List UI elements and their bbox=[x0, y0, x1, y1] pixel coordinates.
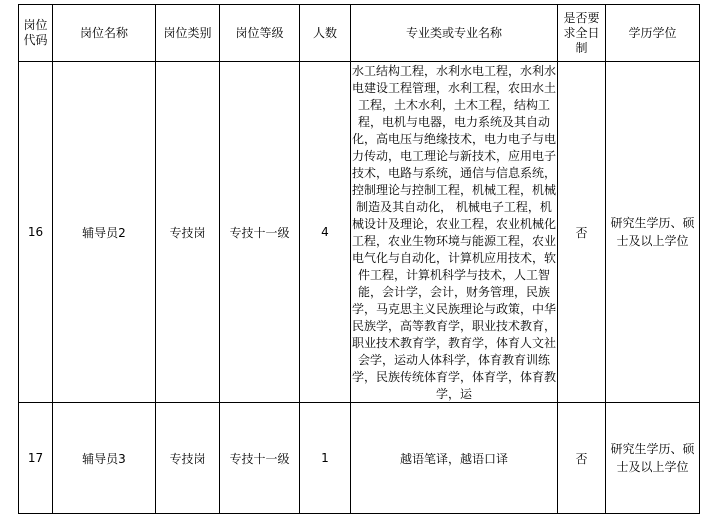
cell-code: 17 bbox=[19, 403, 53, 514]
cell-level: 专技十一级 bbox=[220, 62, 300, 403]
cell-education: 研究生学历、硕士及以上学位 bbox=[606, 62, 700, 403]
cell-code: 16 bbox=[19, 62, 53, 403]
cell-category: 专技岗 bbox=[156, 62, 220, 403]
cell-education: 研究生学历、硕士及以上学位 bbox=[606, 403, 700, 514]
header-name: 岗位名称 bbox=[53, 5, 156, 62]
header-fulltime: 是否要求全日制 bbox=[558, 5, 606, 62]
cell-count: 4 bbox=[300, 62, 351, 403]
table-row bbox=[19, 403, 700, 514]
cell-level: 专技十一级 bbox=[220, 403, 300, 514]
table-row bbox=[19, 62, 700, 403]
cell-category: 专技岗 bbox=[156, 403, 220, 514]
cell-major bbox=[351, 62, 558, 403]
header-education: 学历学位 bbox=[606, 5, 700, 62]
cell-fulltime: 否 bbox=[558, 403, 606, 514]
header-code: 岗位代码 bbox=[19, 5, 53, 62]
header-count: 人数 bbox=[300, 5, 351, 62]
header-category: 岗位类别 bbox=[156, 5, 220, 62]
header-row bbox=[19, 5, 700, 62]
cell-name: 辅导员2 bbox=[53, 62, 156, 403]
cell-fulltime: 否 bbox=[558, 62, 606, 403]
recruitment-table bbox=[18, 4, 700, 514]
cell-major: 越语笔译，越语口译 bbox=[351, 403, 558, 514]
cell-count: 1 bbox=[300, 403, 351, 514]
major-text: 水工结构工程，水利水电工程，水利水电建设工程管理，水利工程，农田水土工程，土木水利，土木工程，结构工程，电机与电器，电力系统及其自动化，高电压与绝缘技术，电力电子与电力传动，电工理论与新技术，应用电子技术，电路与系统，通信与信息系统，控制理论与控制工程，机械工程，机械制造及其自动化， 机械电子工程，机械设计及理论，农业工程，农业机械化工程，农业生物环境与能源工程，农业电气化与自动化，计算机应用技术，软件工程，计算机科学与技术，人工智能，会计学，会计，财务管理，民族学，马克思主义民族理论与政策，中华民族学，高等教育学，职业技术教育，职业技术教育学，教育学，体育人文社会学，运动人体科学，体育教育训练学，民族传统体育学，体育学，体育教学，运 bbox=[351, 64, 556, 401]
header-level: 岗位等级 bbox=[220, 5, 300, 62]
header-major: 专业类或专业名称 bbox=[351, 5, 558, 62]
cell-name: 辅导员3 bbox=[53, 403, 156, 514]
